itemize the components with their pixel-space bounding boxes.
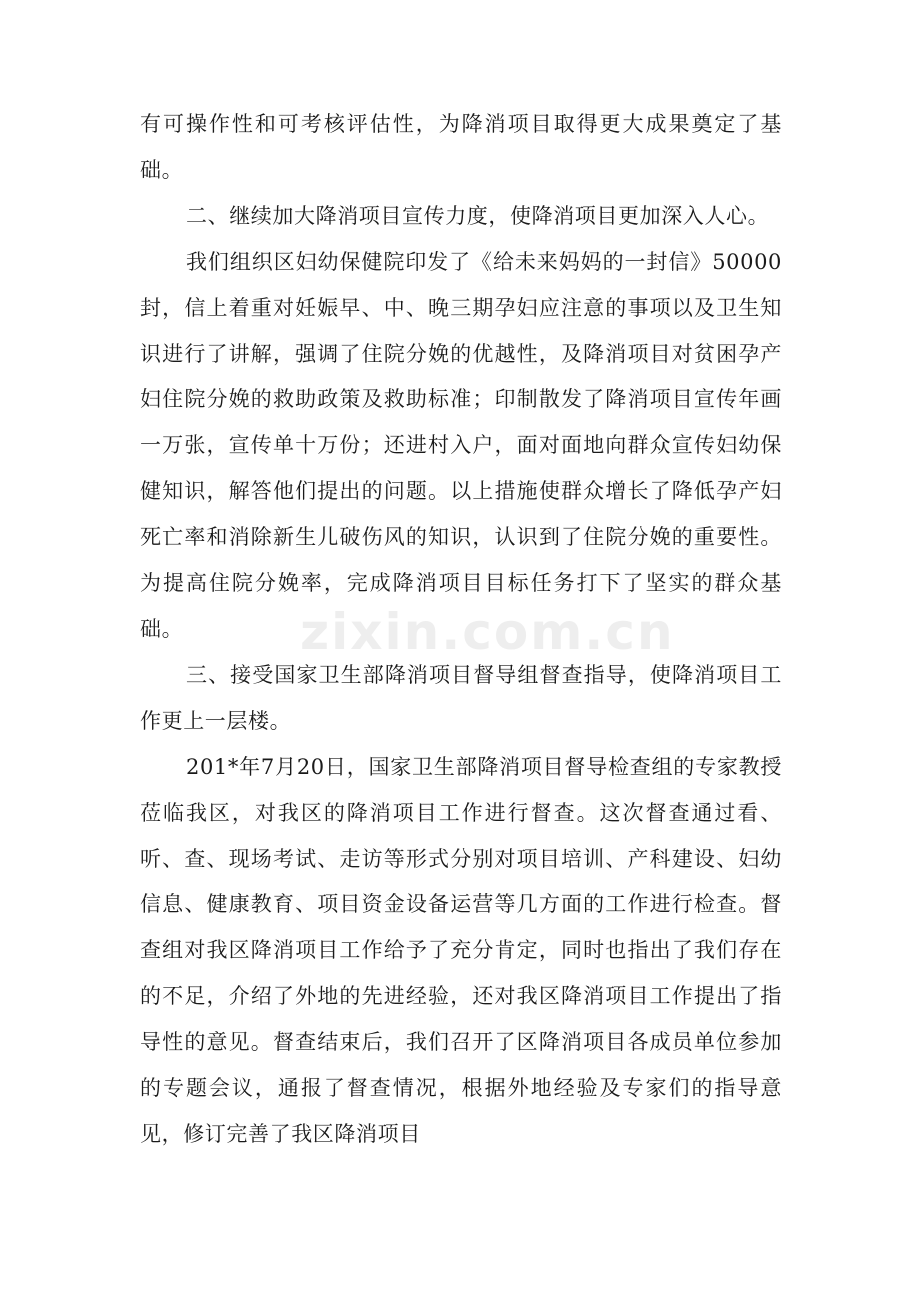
paragraph-inspection: 201*年7月20日，国家卫生部降消项目督导检查组的专家教授莅临我区，对我区的降消项目工作进行督查。这次督查通过看、听、查、现场考试、走访等形式分别对项目培训、产科建设、妇幼信息、健康教育、项目资金设备运营等几方面的工作进行检查。督查组对我区降消项目工作给予了充分肯定，同时也指出了我们存在的不足，介绍了外地的先进经验，还对我区降消项目工作提出了指导性的意见。督查结束后，我们召开了区降消项目各成员单位参加的专题会议，通报了督查情况，根据外地经验及专家们的指导意见，修订完善了我区降消项目 — [140, 754, 782, 1146]
paragraph-continuation: 有可操作性和可考核评估性，为降消项目取得更大成果奠定了基础。 — [140, 112, 782, 182]
document-body — [140, 102, 782, 1158]
section-heading-2: 二、继续加大降消项目宣传力度，使降消项目更加深入人心。 — [186, 203, 770, 228]
section-heading-3: 三、接受国家卫生部降消项目督导组督查指导，使降消项目工作更上一层楼。 — [140, 662, 782, 733]
watermark: zixin.com.cn — [300, 603, 675, 661]
paragraph-publicity: 我们组织区妇幼保健院印发了《给未来妈妈的一封信》50000封，信上着重对妊娠早、中、晚三期孕妇应注意的事项以及卫生知识进行了讲解，强调了住院分娩的优越性，及降消项目对贫困孕产妇住院分娩的救助政策及救助标准；印制散发了降消项目宣传年画一万张，宣传单十万份；还进村入户，面对面地向群众宣传妇幼保健知识，解答他们提出的问题。以上措施使群众增长了降低孕产妇死亡率和消除新生儿破伤风的知识，认识到了住院分娩的重要性。为提高住院分娩率，完成降消项目目标任务打下了坚实的群众基础。 — [140, 249, 782, 641]
